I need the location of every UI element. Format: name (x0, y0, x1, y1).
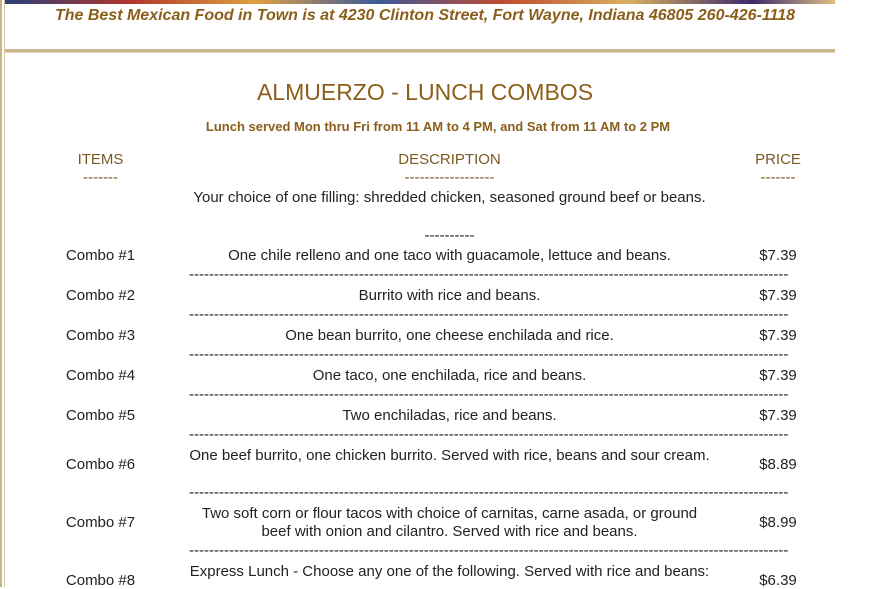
combo-description: One taco, one enchilada, rice and beans. (312, 367, 587, 384)
combo-name: Combo #2 (65, 287, 136, 304)
left-border (0, 0, 2, 587)
combo-name: Combo #8 (65, 572, 136, 589)
row-divider: ------------------------------------------------------------------------------------------------------------------------ (189, 542, 789, 559)
column-header-description-rule: ------------------ (404, 169, 495, 186)
combo-price: $7.39 (759, 287, 797, 304)
combo-name: Combo #5 (65, 407, 136, 424)
column-header-price: PRICE (755, 151, 801, 168)
combo-name: Combo #4 (65, 367, 136, 384)
filling-choice-rule: ---------- (424, 227, 475, 244)
combo-price: $7.39 (759, 247, 797, 264)
row-divider: ------------------------------------------------------------------------------------------------------------------------ (189, 306, 789, 323)
combo-price: $8.89 (759, 456, 797, 473)
combo-price: $7.39 (759, 367, 797, 384)
combo-name: Combo #1 (65, 247, 136, 264)
row-divider: ------------------------------------------------------------------------------------------------------------------------ (189, 266, 789, 283)
banner-image-strip (5, 0, 835, 4)
page-title: ALMUERZO - LUNCH COMBOS (256, 79, 594, 105)
combo-price: $7.39 (759, 407, 797, 424)
lunch-hours: Lunch served Mon thru Fri from 11 AM to 4 PM, and Sat from 11 AM to 2 PM (205, 119, 671, 134)
combo-description: Burrito with rice and beans. (358, 287, 541, 304)
row-divider: ------------------------------------------------------------------------------------------------------------------------ (189, 484, 789, 501)
combo-description: One bean burrito, one cheese enchilada and rice. (285, 327, 614, 344)
row-divider: ------------------------------------------------------------------------------------------------------------------------ (189, 426, 789, 443)
combo-description: Two enchiladas, rice and beans. (342, 407, 557, 424)
combo-price: $6.39 (759, 572, 797, 589)
column-header-items-rule: ------- (83, 169, 118, 186)
combo-name: Combo #6 (65, 456, 136, 473)
combo-description: One beef burrito, one chicken burrito. Served with rice, beans and sour cream. (189, 447, 710, 464)
header-divider (5, 49, 835, 53)
column-header-price-rule: ------- (760, 169, 796, 186)
column-header-description: DESCRIPTION (398, 151, 501, 168)
column-header-items: ITEMS (77, 151, 124, 168)
combo-description: Express Lunch - Choose any one of the following. Served with rice and beans: (189, 563, 710, 580)
combo-name: Combo #3 (65, 327, 136, 344)
filling-choice-note: Your choice of one filling: shredded chicken, seasoned ground beef or beans. (193, 189, 706, 206)
row-divider: ------------------------------------------------------------------------------------------------------------------------ (189, 386, 789, 403)
row-divider: ------------------------------------------------------------------------------------------------------------------------ (189, 346, 789, 363)
restaurant-address: The Best Mexican Food in Town is at 4230 Clinton Street, Fort Wayne, Indiana 46805 260-426-1118 (54, 7, 796, 24)
combo-price: $7.39 (759, 327, 797, 344)
combo-description: One chile relleno and one taco with guacamole, lettuce and beans. (228, 247, 671, 264)
combo-description: Two soft corn or flour tacos with choice of carnitas, carne asada, or ground beef with onion and cilantro. Served with rice and beans. (201, 505, 698, 540)
combo-price: $8.99 (759, 514, 797, 531)
combo-name: Combo #7 (65, 514, 136, 531)
